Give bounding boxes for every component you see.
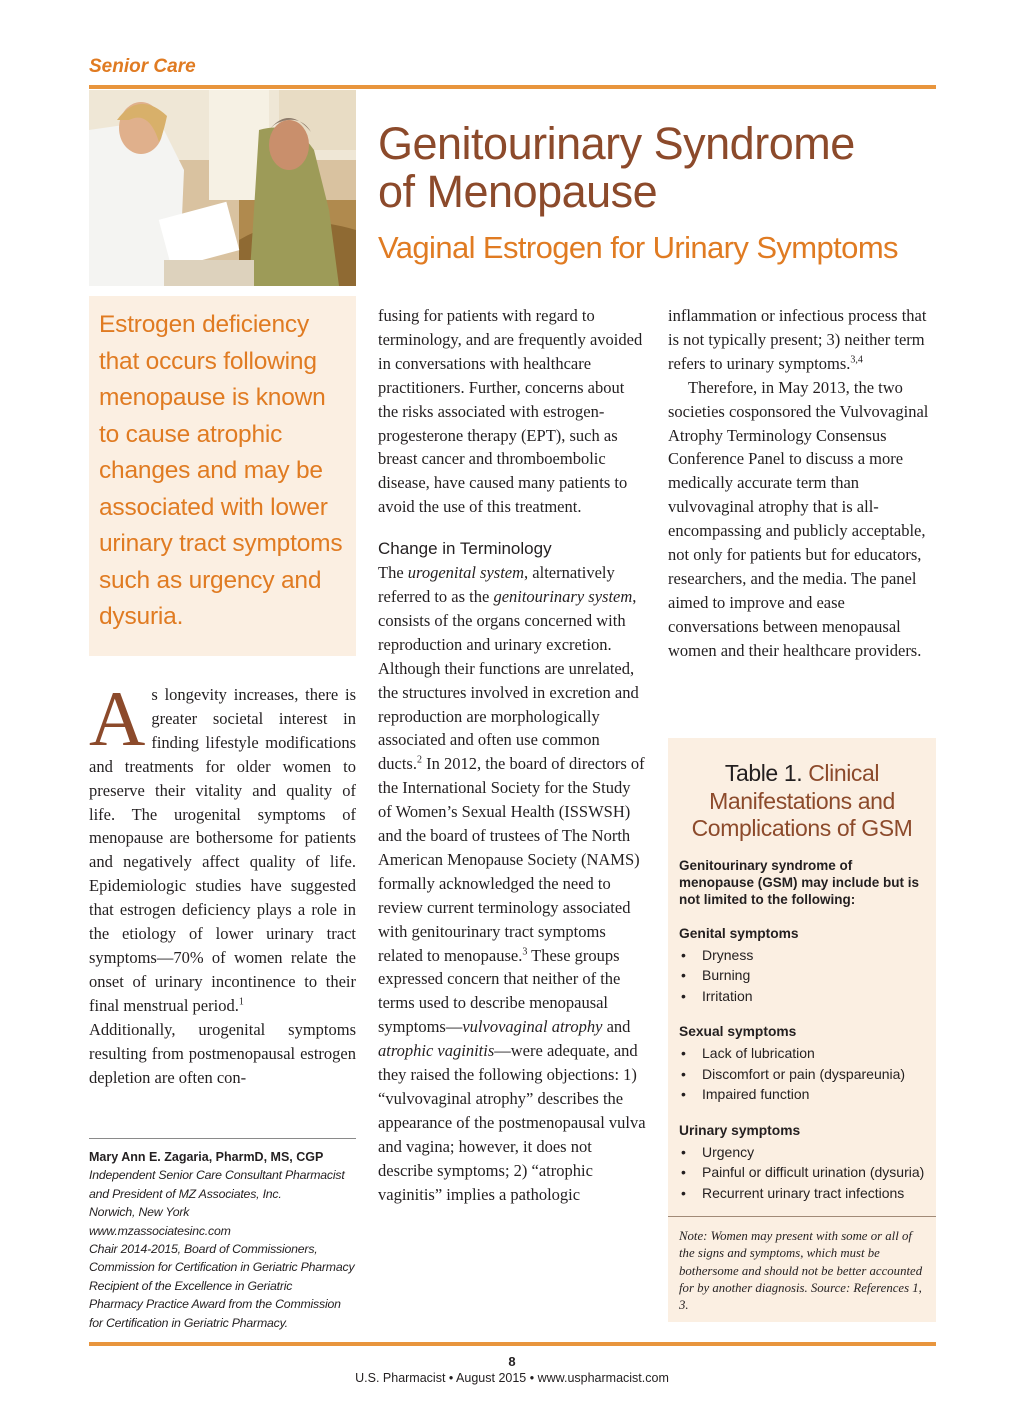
- header-rule: [89, 85, 936, 89]
- urinary-list: [679, 1142, 925, 1204]
- page-number: 8: [508, 1354, 516, 1369]
- body-column-1: [89, 675, 356, 1089]
- section-label: Senior Care: [89, 56, 196, 77]
- list-item: • Urgency: [679, 1142, 925, 1163]
- article-title: [378, 120, 855, 216]
- drop-cap: A: [89, 675, 146, 762]
- title-line-1: Genitourinary Syndrome: [378, 118, 855, 169]
- sexual-list: [679, 1043, 925, 1105]
- body-column-3-content: [668, 304, 936, 663]
- author-website: www.mzassociatesinc.com: [89, 1223, 231, 1238]
- sexual-heading: Sexual symptoms: [679, 1024, 797, 1039]
- pull-quote: Estrogen deficiency that occurs following menopause is known to cause atrophic changes and may be associated with lower urinary tract symptoms such as urgency and dysuria.: [99, 311, 343, 630]
- table-1: [668, 738, 936, 1322]
- table-intro: Genitourinary syndrome of menopause (GSM) may include but is not limited to the following:: [679, 857, 920, 907]
- author-divider: [89, 1138, 356, 1139]
- list-item: • Lack of lubrication: [679, 1043, 925, 1064]
- author-bio: Mary Ann E. Zagaria, PharmD, MS, CGP Independent Senior Care Consultant Pharmacist and President of MZ Associates, Inc. Norwich, New York www.mzassociatesinc.com Chair 2014-2015, Board of Commissioners, Commission for Certification in Geriatric Pharmacy Recipient of the Excellence in Geriatric Pharmacy Practice Award from the Commission for Certification in Geriatric Pharmacy.: [89, 1148, 361, 1332]
- list-item: • Burning: [679, 965, 925, 986]
- author-name: Mary Ann E. Zagaria, PharmD, MS, CGP: [89, 1150, 324, 1164]
- list-item: • Painful or difficult urination (dysuria): [679, 1162, 925, 1183]
- subhead-terminology: Change in Terminology: [378, 539, 552, 559]
- footer-rule: [89, 1342, 936, 1346]
- list-item: • Discomfort or pain (dyspareunia): [679, 1064, 925, 1085]
- article-subtitle: Vaginal Estrogen for Urinary Symptoms: [378, 230, 898, 265]
- table-title: Table 1. Clinical Manifestations and Complications of GSM: [691, 760, 913, 841]
- paragraph-1: s longevity increases, there is greater societal interest in finding lifestyle modifications and treatments for older women to preserve their vitality and quality of life. The urogenital symptoms of menopause are bothersome for patients and negatively affect quality of life. Epidemiologic studies have suggested that estrogen deficiency plays a role in the etiology of lower urinary tract symptoms—70% of women relate the onset of urinary incontinence to their final menstrual period.$^1$ Additionally, urogenital symptoms resulting from postmenopausal estrogen depletion are often con-: [89, 685, 356, 1087]
- list-item: • Irritation: [679, 986, 925, 1007]
- table-note: Note: Women may present with some or all of the signs and symptoms, which must be bothersome and should not be better accounted for by another diagnosis. Source: References 1, 3.: [679, 1229, 923, 1313]
- genital-heading: Genital symptoms: [679, 925, 799, 941]
- article-photo: [89, 90, 356, 286]
- list-item: • Dryness: [679, 945, 925, 966]
- title-line-2: of Menopause: [378, 166, 658, 217]
- urinary-heading: Urinary symptoms: [679, 1122, 801, 1138]
- paragraph-2-cont: fusing for patients with regard to terminology, and are frequently avoided in conversations with healthcare practitioners. Further, concerns about the risks associated with estrogen-progesterone therapy (EPT), such as breast cancer and thromboembolic disease, have caused many patients to avoid the use of this treatment.: [378, 306, 643, 517]
- genital-list: [679, 945, 925, 1007]
- paragraph-3-end: inflammation or infectious process that is not typically present; 3) neither term refers to urinary symptoms.$^{3,4}$: [668, 306, 927, 373]
- body-column-2: [378, 304, 646, 1207]
- footer-text: U.S. Pharmacist • August 2015 • www.uspharmacist.com: [355, 1371, 669, 1385]
- list-item: • Impaired function: [679, 1084, 925, 1105]
- paragraph-3: The urogenital system, alternatively referred to as the genitourinary system, consists of the organs concerned with reproduction and urinary excretion. Although their functions are unrelated, the structures involved in excretion and reproduction are morphologically associated and often use common ducts.$^2$ In 2012, the board of directors of the International Society for the Study of Women’s Sexual Health (ISSWSH) and the board of trustees of The North American Menopause Society (NAMS) formally acknowledged the need to review current terminology associated with genitourinary tract symptoms related to menopause.$^3$ These groups expressed concern that neither of the terms used to describe menopausal symptoms—vulvovaginal atrophy and atrophic vaginitis—were adequate, and they raised the following objections: 1) “vulvovaginal atrophy” describes the appearance of the postmenopausal vulva and vagina; however, it does not describe symptoms; 2) “atrophic vaginitis” implies a pathologic: [378, 563, 646, 1204]
- table-divider: [668, 1216, 936, 1217]
- list-item: • Recurrent urinary tract infections: [679, 1183, 925, 1204]
- paragraph-4: Therefore, in May 2013, the two societies cosponsored the Vulvovaginal Atrophy Terminology Consensus Conference Panel to discuss a more medically accurate term than vulvovaginal atrophy that is all-encompassing and publicly acceptable, not only for patients but for educators, researchers, and the media. The panel aimed to improve and ease conversations between menopausal women and their healthcare providers.: [668, 377, 929, 660]
